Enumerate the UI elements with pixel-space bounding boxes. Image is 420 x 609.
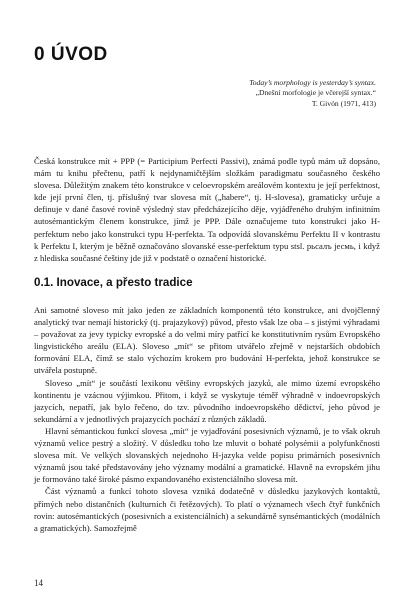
epigraph [136, 78, 376, 109]
epigraph-attribution: T. Givón (1971, 413) [311, 98, 376, 108]
section-heading: 0.1. Inovace, a přesto tradice [34, 276, 193, 289]
epigraph-czech: „Dnešní morfologie je včerejší syntax.“ [255, 88, 376, 98]
section-paragraph: Ani samotné sloveso mít jako jeden ze základních komponentů této konstrukce, ani dvojčlenný analytický tvar nemají historický (tj. prajazykový) původ, přesto však lze oba – s jistými výhradami – považovat za jevy typicky evropské a do velmi míry patřící ke konstitutivním rysům Evropského lingvistického areálu (ELA). Sloveso „mít“ se přitom utvářelo zřejmě v nejstarších obdobích formování ELA, čímž se stalo výchozím krokem pro budování H-perfekta, jehož konstrukce se utvářela postupně. [34, 305, 380, 376]
section-paragraph: Část významů a funkcí tohoto slovesa vzniká dodatečně v důsledku jazykových kontaktů, přímých nebo distančních (kulturních či řetězových). To platí o významech všech čtyř funkčních rovin: autosémantických (posesivních a existenciálních) a sekundárně synsémantických (modálních a gramatických). Samozřejmě [34, 486, 380, 533]
section-text [34, 304, 380, 534]
epigraph-english: Today’s morphology is yesterday’s syntax. [249, 78, 376, 87]
intro-paragraph: Česká konstrukce mít + PPP (= Participium Perfecti Passivi), známá podle typů mám už dopsáno, mám tu knihu přečtenu, patří k nejdynamičtějším složkám paradigmatu současného českého slovesa. Důležitým znakem této konstrukce v celoevropském areálovém kontextu je její perfektnost, kde její první člen, tj. příslušný tvar slovesa mít („habere“, tj. H-slovesa), gramaticky určuje a definuje v dané časové rovině výsledný stav předcházejícího děje, vyjádřeného druhým infinitním autosémantickým členem konstrukce, jímž je PPP. Dále označujeme tuto konstrukci jako H-perfektum nebo jako konstrukci typu H-perfekta. Ta odpovídá slovanskému Perfektu II v kontrastu k Perfektu I, kterým je běžně označováno slovanské esse-perfektum typu stsl. рьсалъ јесмь, i když z hlediska současné češtiny jde již v podstatě o označení historické. [34, 156, 380, 263]
intro-text [34, 155, 380, 264]
chapter-title: 0 ÚVOD [34, 44, 108, 65]
page-number: 14 [34, 578, 43, 588]
section-paragraph: Hlavní sémantickou funkcí slovesa „mít“ je vyjadřování posesivních významů, je to však okruh významů velice pestrý a složitý. V důsledku toho lze mluvit o bohaté polysémii a polyfunkčnosti slovesa mít. Ve velkých slovanských nejednoho H-jazyka velde popisu primárních posesivních významů jsou také představovány jeho významy modální a gramatické. Hlavně na evropském jihu je formováno také široké pásmo expandovaného existenciálního slovesa mít. [34, 425, 380, 485]
section-paragraph: Sloveso „mít“ je součástí lexikonu většiny evropských jazyků, ale mimo území evropského kontinentu je vzácnou výjimkou. Přitom, i když se vyskytuje téměř výhradně v indoevropských jazycích, nepatří, jak bylo řečeno, do tzv. původního indoevropského dědictví, jeho původ je sekundární a v jednotlivých prajazycích pochází z různých základů. [34, 377, 380, 424]
